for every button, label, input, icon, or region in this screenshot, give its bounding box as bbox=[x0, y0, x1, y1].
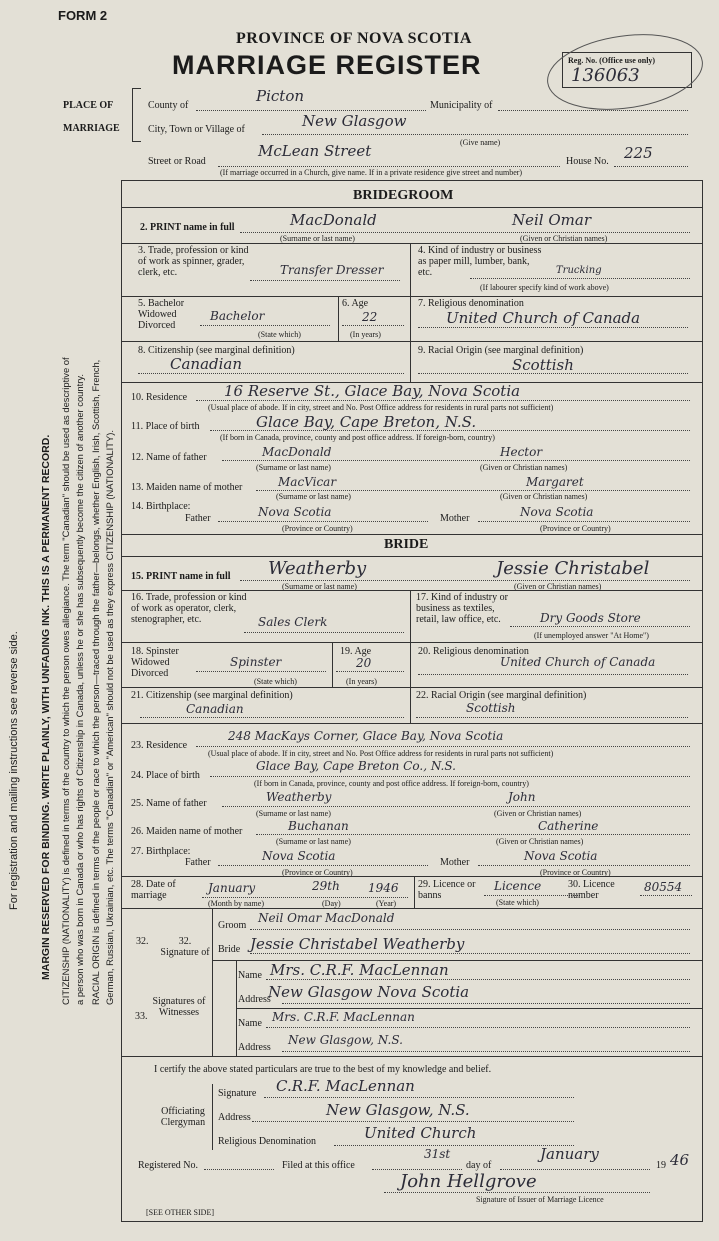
w2-address-label: Address bbox=[238, 1042, 271, 1053]
street-note: (If marriage occurred in a Church, give name. If in a private residence give street and number) bbox=[220, 168, 523, 177]
document-title: MARRIAGE REGISTER bbox=[172, 50, 482, 80]
bride-trade: Sales Clerk bbox=[258, 615, 328, 629]
bride-in-years: (In years) bbox=[346, 677, 377, 686]
certify-text: I certify the above stated particulars are true to the best of my knowledge and belief. bbox=[154, 1064, 492, 1075]
f9-label: 9. Racial Origin (see marginal definition) bbox=[418, 345, 584, 356]
marriage-month: January bbox=[208, 881, 256, 895]
issuer-label: Signature of Issuer of Marriage Licence bbox=[476, 1195, 604, 1204]
bride-given: Jessie Christabel bbox=[496, 558, 650, 579]
groom-religion: United Church of Canada bbox=[446, 309, 641, 327]
groom-trade: Transfer Dresser bbox=[280, 263, 384, 277]
bride-father-surname: Weatherby bbox=[266, 790, 332, 804]
licence-or-banns: Licence bbox=[494, 879, 542, 893]
licence-state-which: (State which) bbox=[496, 898, 539, 907]
give-name-note: (Give name) bbox=[460, 138, 501, 147]
f26-surname-note: (Surname or last name) bbox=[276, 837, 351, 846]
groom-mother-surname: MacVicar bbox=[278, 475, 337, 489]
groom-signature: Neil Omar MacDonald bbox=[258, 911, 395, 925]
bride-mother-surname: Buchanan bbox=[288, 819, 349, 833]
f11-label: 11. Place of birth bbox=[131, 421, 200, 432]
f12-label: 12. Name of father bbox=[131, 452, 207, 463]
f25-given-note: (Given or Christian names) bbox=[494, 809, 582, 818]
f27-mother-label: Mother bbox=[440, 857, 470, 868]
filed-month: January bbox=[540, 1145, 599, 1163]
f2-label bbox=[140, 222, 235, 233]
groom-state-which: (State which) bbox=[258, 330, 301, 339]
bride-father-given: John bbox=[508, 790, 536, 804]
province-heading: PROVINCE OF NOVA SCOTIA bbox=[236, 30, 472, 47]
bride-religion: United Church of Canada bbox=[500, 655, 656, 669]
bride-origin: Scottish bbox=[466, 701, 516, 715]
groom-citizenship: Canadian bbox=[170, 355, 243, 373]
bride-father-birthplace: Nova Scotia bbox=[262, 849, 336, 863]
registered-label: Registered No. bbox=[138, 1160, 198, 1171]
f10-note: (Usual place of abode. If in city, street and No. Post Office address for residents in rural parts not sufficient) bbox=[208, 403, 554, 412]
groom-father-surname: MacDonald bbox=[262, 445, 332, 459]
f20-label: 20. Religious denomination bbox=[418, 646, 529, 657]
bride-birthplace: Glace Bay, Cape Breton Co., N.S. bbox=[256, 759, 456, 773]
witness-label: Signatures of Witnesses bbox=[152, 996, 206, 1018]
bride-state-which: (State which) bbox=[254, 677, 297, 686]
year-prefix: 19 bbox=[656, 1160, 666, 1171]
place-label-bottom: MARRIAGE bbox=[63, 123, 120, 134]
county-label: County of bbox=[148, 100, 189, 111]
f17-label: 17. Kind of industry or business as textiles, retail, law office, etc. bbox=[416, 592, 508, 625]
f25-label: 25. Name of father bbox=[131, 798, 207, 809]
f14-father-label: Father bbox=[185, 513, 211, 524]
groom-origin: Scottish bbox=[512, 356, 574, 374]
margin-racial-2: German, Russian, Ukrainian, etc. The terms "Canadian" or "American" should not be used as they express CITIZENSHIP (NATIONALITY). bbox=[104, 430, 115, 1005]
bride-status: Spinster bbox=[230, 655, 282, 669]
f11-note: (If born in Canada, province, county and post office address. If foreign-born, country) bbox=[220, 433, 495, 442]
reg-number-label: Reg. No. (Office use only) bbox=[568, 56, 656, 65]
f13-label: 13. Maiden name of mother bbox=[131, 482, 243, 493]
w1-address-label: Address bbox=[238, 994, 271, 1005]
witness1-name: Mrs. C.R.F. MacLennan bbox=[270, 961, 449, 979]
f14-mother-note: (Province or Country) bbox=[540, 524, 611, 533]
witness2-address: New Glasgow, N.S. bbox=[288, 1033, 403, 1047]
groom-in-years: (In years) bbox=[350, 330, 381, 339]
f26-label: 26. Maiden name of mother bbox=[131, 826, 243, 837]
f23-label: 23. Residence bbox=[131, 740, 188, 751]
house-value: 225 bbox=[624, 144, 653, 162]
f19-label: 19. Age bbox=[340, 646, 372, 657]
f25-surname-note: (Surname or last name) bbox=[256, 809, 331, 818]
f15-label bbox=[131, 571, 231, 582]
f15-label-text: 15. PRINT name in full bbox=[131, 571, 231, 582]
bride-given-note: (Given or Christian names) bbox=[514, 582, 602, 591]
clergy-signature-label: Signature bbox=[218, 1088, 257, 1099]
bride-section-heading: BRIDE bbox=[384, 537, 429, 552]
place-label-top: PLACE OF bbox=[63, 100, 114, 111]
day-of-label: day of bbox=[466, 1160, 492, 1171]
f23-note: (Usual place of abode. If in city, street and No. Post Office address for residents in rural parts not sufficient) bbox=[208, 749, 554, 758]
witness1-address: New Glasgow Nova Scotia bbox=[268, 983, 470, 1001]
f27-label: 27. Birthplace: bbox=[131, 846, 191, 857]
f32-label-num: 32. bbox=[136, 936, 149, 947]
groom-birthplace: Glace Bay, Cape Breton, N.S. bbox=[256, 413, 477, 431]
margin-instructions: For registration and mailing instructions see reverse side. bbox=[8, 631, 20, 910]
licence-number: 80554 bbox=[644, 880, 683, 894]
year-note: (Year) bbox=[376, 899, 397, 908]
clergy-address: New Glasgow, N.S. bbox=[326, 1101, 470, 1119]
f6-label: 6. Age bbox=[342, 298, 369, 309]
bride-surname: Weatherby bbox=[268, 558, 367, 579]
margin-citizenship-1: CITIZENSHIP (NATIONALITY) is defined in terms of the country to which the person owes allegiance. The term "Canadian" should be used as descriptive of bbox=[60, 357, 71, 1005]
f2-label-text: 2. PRINT name in full bbox=[140, 222, 235, 233]
f24-label: 24. Place of birth bbox=[131, 770, 200, 781]
f33-label: 33. bbox=[135, 1011, 148, 1022]
house-label: House No. bbox=[566, 156, 609, 167]
groom-father-given: Hector bbox=[500, 445, 543, 459]
clergy-address-label: Address bbox=[218, 1112, 251, 1123]
marriage-day: 29th bbox=[312, 879, 340, 893]
f14-mother-label: Mother bbox=[440, 513, 470, 524]
municipality-label: Municipality of bbox=[430, 100, 493, 111]
f8-label: 8. Citizenship (see marginal definition) bbox=[138, 345, 295, 356]
groom-sig-label: Groom bbox=[218, 920, 247, 931]
issuer-signature: John Hellgrove bbox=[400, 1171, 537, 1192]
bride-citizenship: Canadian bbox=[186, 702, 244, 716]
city-label: City, Town or Village of bbox=[148, 124, 245, 135]
groom-mother-given: Margaret bbox=[526, 475, 584, 489]
clergy-label: Officiating Clergyman bbox=[160, 1106, 206, 1128]
f27-mother-note: (Province or Country) bbox=[540, 868, 611, 877]
f29-label: 29. Licence or banns bbox=[418, 879, 476, 901]
groom-age: 22 bbox=[362, 310, 378, 324]
f17-note: (If unemployed answer "At Home") bbox=[534, 631, 649, 640]
witness2-name: Mrs. C.R.F. MacLennan bbox=[272, 1010, 415, 1024]
w2-name-label: Name bbox=[238, 1018, 262, 1029]
bride-surname-note: (Surname or last name) bbox=[282, 582, 357, 591]
f22-label: 22. Racial Origin (see marginal definition) bbox=[416, 690, 587, 701]
county-value: Picton bbox=[256, 87, 305, 105]
f16-label: 16. Trade, profession or kind of work as operator, clerk, stenographer, etc. bbox=[131, 592, 247, 625]
form-number: FORM 2 bbox=[58, 8, 108, 23]
filed-label: Filed at this office bbox=[282, 1160, 355, 1171]
f14-father-note: (Province or Country) bbox=[282, 524, 353, 533]
f3-label: 3. Trade, profession or kind of work as spinner, grader, clerk, etc. bbox=[138, 245, 249, 278]
bride-mother-birthplace: Nova Scotia bbox=[524, 849, 598, 863]
f13-given-note: (Given or Christian names) bbox=[500, 492, 588, 501]
margin-racial-1: RACIAL ORIGIN is defined in terms of the people or race to which the person—traced through the father—belongs, whether English, Irish, Scottish, French, bbox=[90, 359, 101, 1005]
filed-year: 46 bbox=[670, 1151, 690, 1169]
groom-father-birthplace: Nova Scotia bbox=[258, 505, 332, 519]
f32-label: 32. Signature of bbox=[160, 936, 210, 958]
clergy-signature: C.R.F. MacLennan bbox=[276, 1077, 415, 1095]
clergy-denom-label: Religious Denomination bbox=[218, 1136, 317, 1147]
reg-number-value: 136063 bbox=[571, 65, 640, 86]
w1-name-label: Name bbox=[238, 970, 262, 981]
f4-note: (If labourer specify kind of work above) bbox=[480, 283, 609, 292]
groom-surname-note: (Surname or last name) bbox=[280, 234, 355, 243]
bride-industry: Dry Goods Store bbox=[540, 611, 641, 625]
month-note: (Month by name) bbox=[208, 899, 264, 908]
f21-label: 21. Citizenship (see marginal definition) bbox=[131, 690, 293, 701]
f28-label: 28. Date of marriage bbox=[131, 879, 176, 901]
place-brace bbox=[132, 88, 141, 142]
margin-binding-notice: MARGIN RESERVED FOR BINDING. WRITE PLAINLY, WITH UNFADING INK. THIS IS A PERMANENT RECORD. bbox=[40, 434, 52, 980]
see-other-side: [SEE OTHER SIDE] bbox=[146, 1208, 214, 1217]
groom-section-heading: BRIDEGROOM bbox=[353, 188, 454, 203]
groom-given-note: (Given or Christian names) bbox=[520, 234, 608, 243]
f12-given-note: (Given or Christian names) bbox=[480, 463, 568, 472]
f27-father-label: Father bbox=[185, 857, 211, 868]
street-value: McLean Street bbox=[258, 142, 372, 160]
f4-label: 4. Kind of industry or business as paper mill, lumber, bank, etc. bbox=[418, 245, 542, 278]
city-value: New Glasgow bbox=[302, 112, 407, 130]
bride-age: 20 bbox=[356, 656, 372, 670]
marriage-year: 1946 bbox=[368, 881, 399, 895]
f13-surname-note: (Surname or last name) bbox=[276, 492, 351, 501]
bride-residence: 248 MacKays Corner, Glace Bay, Nova Scotia bbox=[228, 729, 504, 743]
street-label: Street or Road bbox=[148, 156, 206, 167]
f18-label: 18. Spinster Widowed Divorced bbox=[131, 646, 179, 679]
filed-day: 31st bbox=[424, 1147, 451, 1161]
groom-industry: Trucking bbox=[556, 265, 602, 276]
bride-sig-label: Bride bbox=[218, 944, 241, 955]
groom-surname: MacDonald bbox=[290, 211, 377, 229]
f12-surname-note: (Surname or last name) bbox=[256, 463, 331, 472]
f10-label: 10. Residence bbox=[131, 392, 188, 403]
f7-label: 7. Religious denomination bbox=[418, 298, 524, 309]
day-note: (Day) bbox=[322, 899, 341, 908]
f5-label: 5. Bachelor Widowed Divorced bbox=[138, 298, 185, 331]
f14-label: 14. Birthplace: bbox=[131, 501, 191, 512]
groom-status: Bachelor bbox=[210, 309, 265, 323]
f26-given-note: (Given or Christian names) bbox=[496, 837, 584, 846]
groom-mother-birthplace: Nova Scotia bbox=[520, 505, 594, 519]
f24-note: (If born in Canada, province, county and post office address. If foreign-born, country) bbox=[254, 779, 529, 788]
f27-father-note: (Province or Country) bbox=[282, 868, 353, 877]
margin-citizenship-2: a person who was born in Canada or who has rights of Citizenship in Canada, unless he or she has subsequently become the citizen of another country. bbox=[74, 374, 85, 1005]
clergy-denomination: United Church bbox=[364, 1124, 477, 1142]
groom-residence: 16 Reserve St., Glace Bay, Nova Scotia bbox=[224, 382, 521, 400]
bride-signature: Jessie Christabel Weatherby bbox=[250, 935, 465, 953]
bride-mother-given: Catherine bbox=[538, 819, 599, 833]
f30-label: 30. Licence number bbox=[568, 879, 615, 901]
groom-given: Neil Omar bbox=[512, 211, 591, 229]
